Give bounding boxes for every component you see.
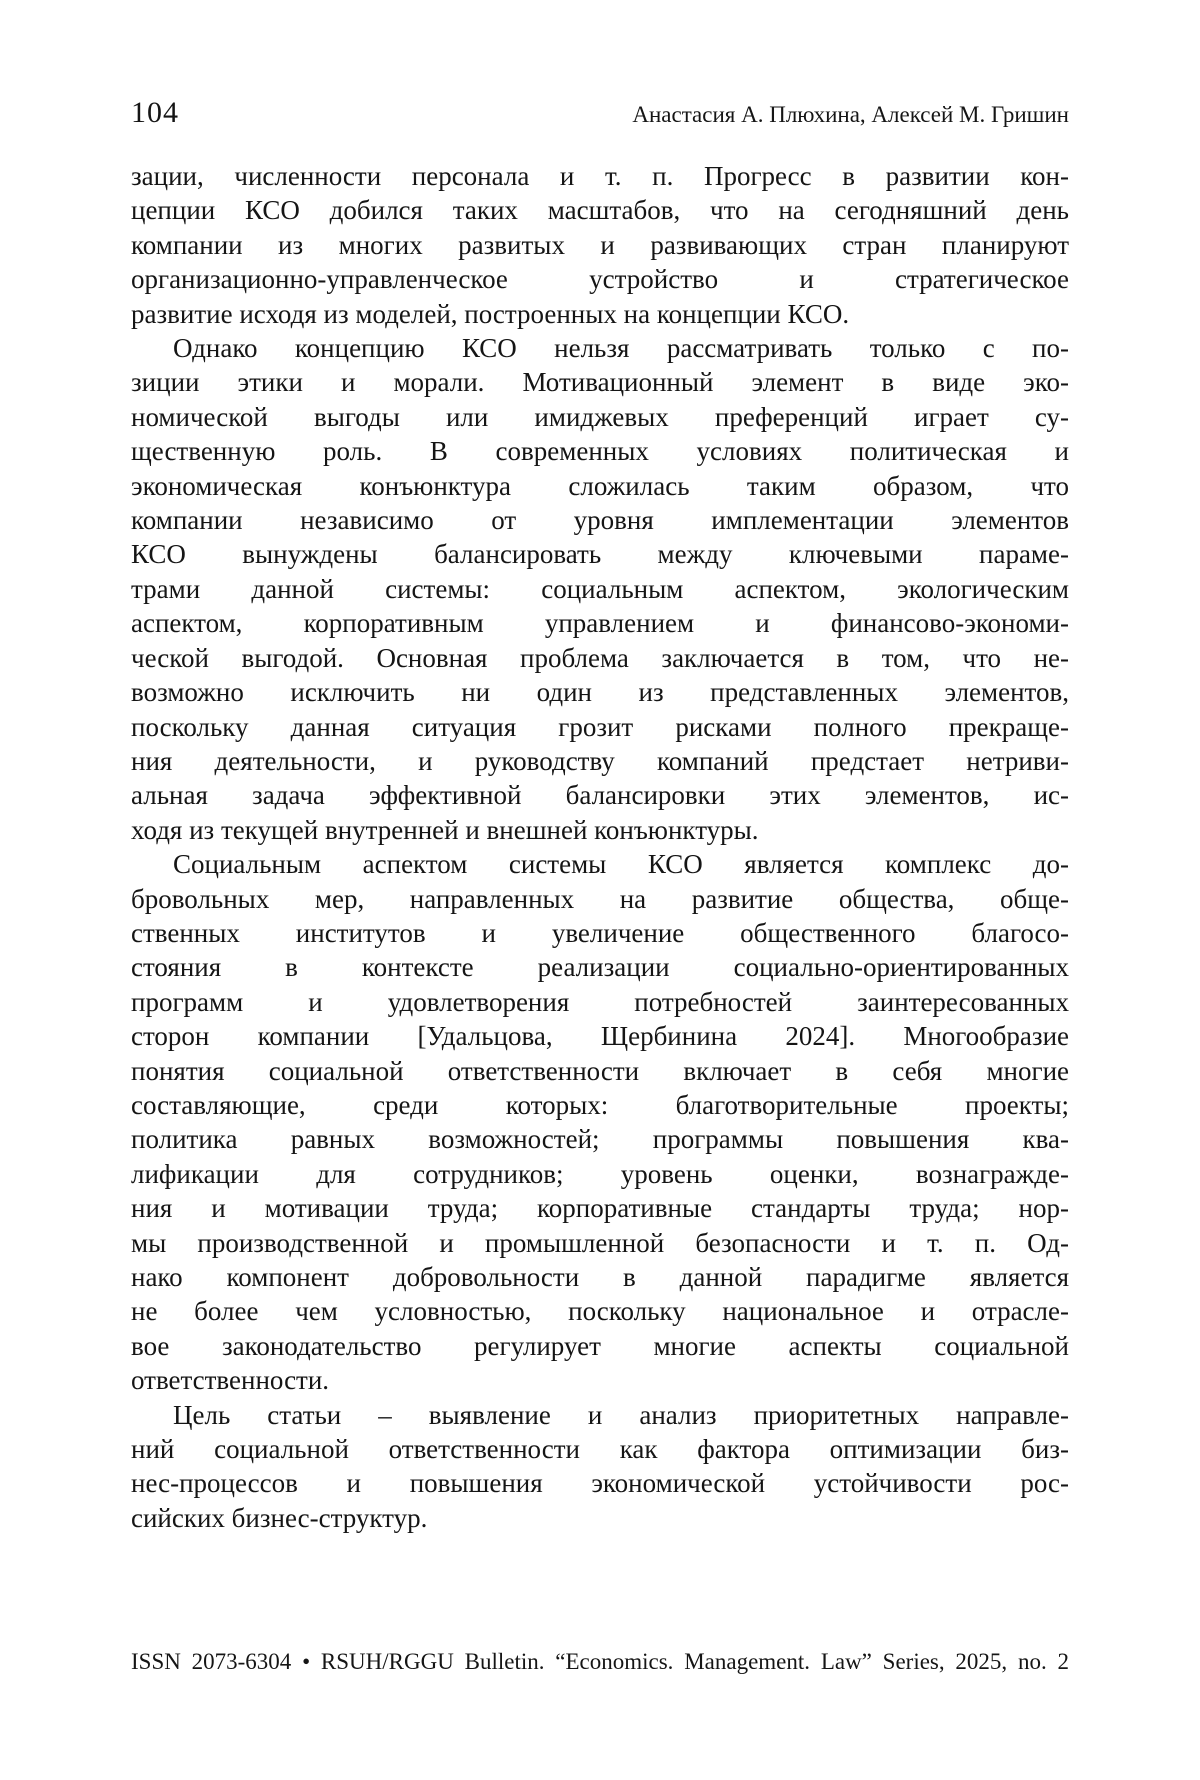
page-number: 104 bbox=[131, 96, 179, 129]
text-line: щественную роль. В современных условиях политическая и bbox=[131, 436, 1069, 467]
text-line: организационно-управленческое устройство и стратегическое bbox=[131, 264, 1069, 295]
text-line: ния и мотивации труда; корпоративные стандарты труда; нор- bbox=[131, 1193, 1069, 1224]
text-line: нес-процессов и повышения экономической устойчивости рос- bbox=[131, 1468, 1069, 1499]
text-line: политика равных возможностей; программы повышения ква- bbox=[131, 1124, 1069, 1155]
text-line: развитие исходя из моделей, построенных на концепции КСО. bbox=[131, 298, 850, 329]
text-line: зации, численности персонала и т. п. Прогресс в развитии кон- bbox=[131, 161, 1069, 191]
text-line: понятия социальной ответственности включает в себя многие bbox=[131, 1055, 1069, 1086]
text-line: аспектом, корпоративным управлением и финансово-экономи- bbox=[131, 608, 1069, 639]
text-line: лификации для сотрудников; уровень оценки, вознагражде- bbox=[131, 1158, 1069, 1189]
text-line: стояния в контексте реализации социально-ориентированных bbox=[131, 952, 1069, 983]
text-line: сийских бизнес-структур. bbox=[131, 1502, 428, 1533]
text-line: компании из многих развитых и развивающих стран планируют bbox=[131, 229, 1069, 260]
text-line: цепции КСО добился таких масштабов, что на сегодняшний день bbox=[131, 195, 1069, 226]
text-line: номической выгоды или имиджевых преференций играет су- bbox=[131, 401, 1069, 432]
text-line: экономическая конъюнктура сложилась таким образом, что bbox=[131, 470, 1069, 501]
text-line: не более чем условностью, поскольку национальное и отрасле- bbox=[131, 1296, 1069, 1327]
text-line: трами данной системы: социальным аспектом, экологическим bbox=[131, 573, 1069, 604]
text-line: зиции этики и морали. Мотивационный элемент в виде эко- bbox=[131, 367, 1069, 398]
text-line: возможно исключить ни один из представленных элементов, bbox=[131, 677, 1069, 708]
text-line: программ и удовлетворения потребностей заинтересованных bbox=[131, 986, 1069, 1017]
text-line: ния деятельности, и руководству компаний предстает нетриви- bbox=[131, 745, 1069, 776]
text-line: ответственности. bbox=[131, 1365, 330, 1396]
text-line: сторон компании [Удальцова, Щербинина 2024]. Многообразие bbox=[131, 1021, 1069, 1052]
footer-issn-line: ISSN 2073-6304 • RSUH/RGGU Bulletin. “Economics. Management. Law” Series, 2025, no. 2 bbox=[131, 1649, 1069, 1674]
text-line: компании независимо от уровня имплементации элементов bbox=[131, 505, 1069, 536]
text-line: Однако концепцию КСО нельзя рассматривать только с по- bbox=[173, 333, 1069, 364]
text-line: Цель статьи – выявление и анализ приоритетных направле- bbox=[173, 1399, 1069, 1430]
article-body bbox=[131, 159, 1069, 1535]
text-line: нако компонент добровольности в данной парадигме является bbox=[131, 1262, 1069, 1292]
text-line: ний социальной ответственности как фактора оптимизации биз- bbox=[131, 1434, 1069, 1465]
text-line: бровольных мер, направленных на развитие общества, обще- bbox=[131, 883, 1069, 914]
text-line: ходя из текущей внутренней и внешней конъюнктуры. bbox=[131, 814, 759, 845]
text-line: вое законодательство регулирует многие аспекты социальной bbox=[131, 1330, 1069, 1361]
text-line: Социальным аспектом системы КСО является комплекс до- bbox=[173, 849, 1069, 880]
running-head-authors: Анастасия А. Плюхина, Алексей М. Гришин bbox=[632, 102, 1069, 127]
text-line: поскольку данная ситуация грозит рисками полного прекраще- bbox=[131, 711, 1069, 742]
text-line: альная задача эффективной балансировки этих элементов, ис- bbox=[131, 780, 1069, 811]
running-head bbox=[131, 96, 1069, 130]
text-line: мы производственной и промышленной безопасности и т. п. Од- bbox=[131, 1227, 1069, 1258]
text-line: КСО вынуждены балансировать между ключевыми параме- bbox=[131, 539, 1069, 570]
text-line: составляющие, среди которых: благотворительные проекты; bbox=[131, 1089, 1069, 1120]
text-line: ческой выгодой. Основная проблема заключается в том, что не- bbox=[131, 642, 1069, 673]
text-line: ственных институтов и увеличение общественного благосо- bbox=[131, 917, 1069, 948]
